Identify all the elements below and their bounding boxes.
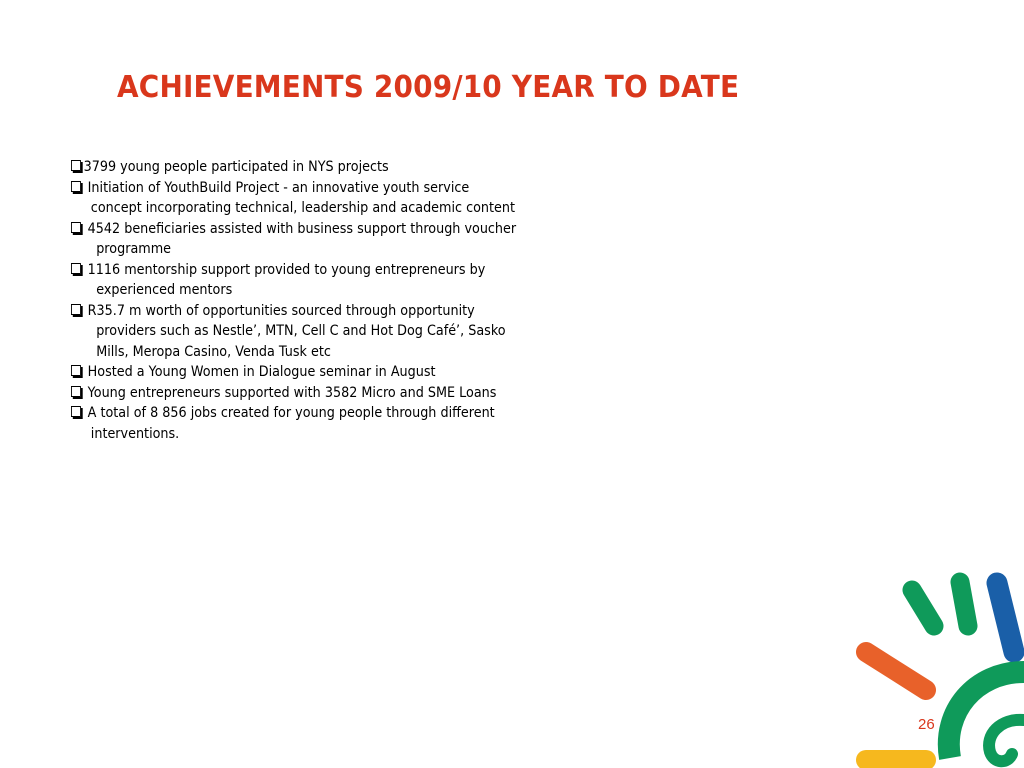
- bullet-text: Young entrepreneurs supported with 3582 Micro and SME Loans: [83, 384, 497, 401]
- page-number: 26: [918, 716, 935, 733]
- bullet-text: Hosted a Young Women in Dialogue seminar in August: [83, 364, 436, 380]
- logo-ray-orange: [866, 652, 926, 690]
- bullet-text: 1116 mentorship support provided to young entrepreneurs by: [83, 261, 486, 278]
- bullet-text: R35.7 m worth of opportunities sourced through opportunity: [83, 302, 475, 319]
- bullet-text: 3799 young people participated in NYS projects: [83, 159, 389, 175]
- logo-ray-green: [960, 582, 968, 626]
- logo-ray-green: [912, 590, 934, 626]
- logo-spiral-inner: [989, 720, 1024, 761]
- logo-ray-blue: [997, 583, 1014, 652]
- bullet-text-continuation: Mills, Meropa Casino, Venda Tusk etc: [96, 343, 331, 360]
- bullet-text-continuation: interventions.: [90, 425, 180, 442]
- bullet-text-continuation: experienced mentors: [96, 282, 233, 298]
- bullet-text: 4542 beneficiaries assisted with business support through voucher: [83, 220, 517, 237]
- slide-title: ACHIEVEMENTS 2009/10 YEAR TO DATE: [117, 70, 740, 105]
- bullet-text: A total of 8 856 jobs created for young people through different: [83, 405, 495, 421]
- bullet-text: Initiation of YouthBuild Project - an innovative youth service: [83, 179, 470, 196]
- bullet-text-continuation: concept incorporating technical, leadership and academic content: [90, 200, 515, 216]
- bullet-text-continuation: providers such as Nestle’, MTN, Cell C and Hot Dog Café’, Sasko: [96, 323, 506, 339]
- bullet-text-continuation: programme: [96, 241, 171, 257]
